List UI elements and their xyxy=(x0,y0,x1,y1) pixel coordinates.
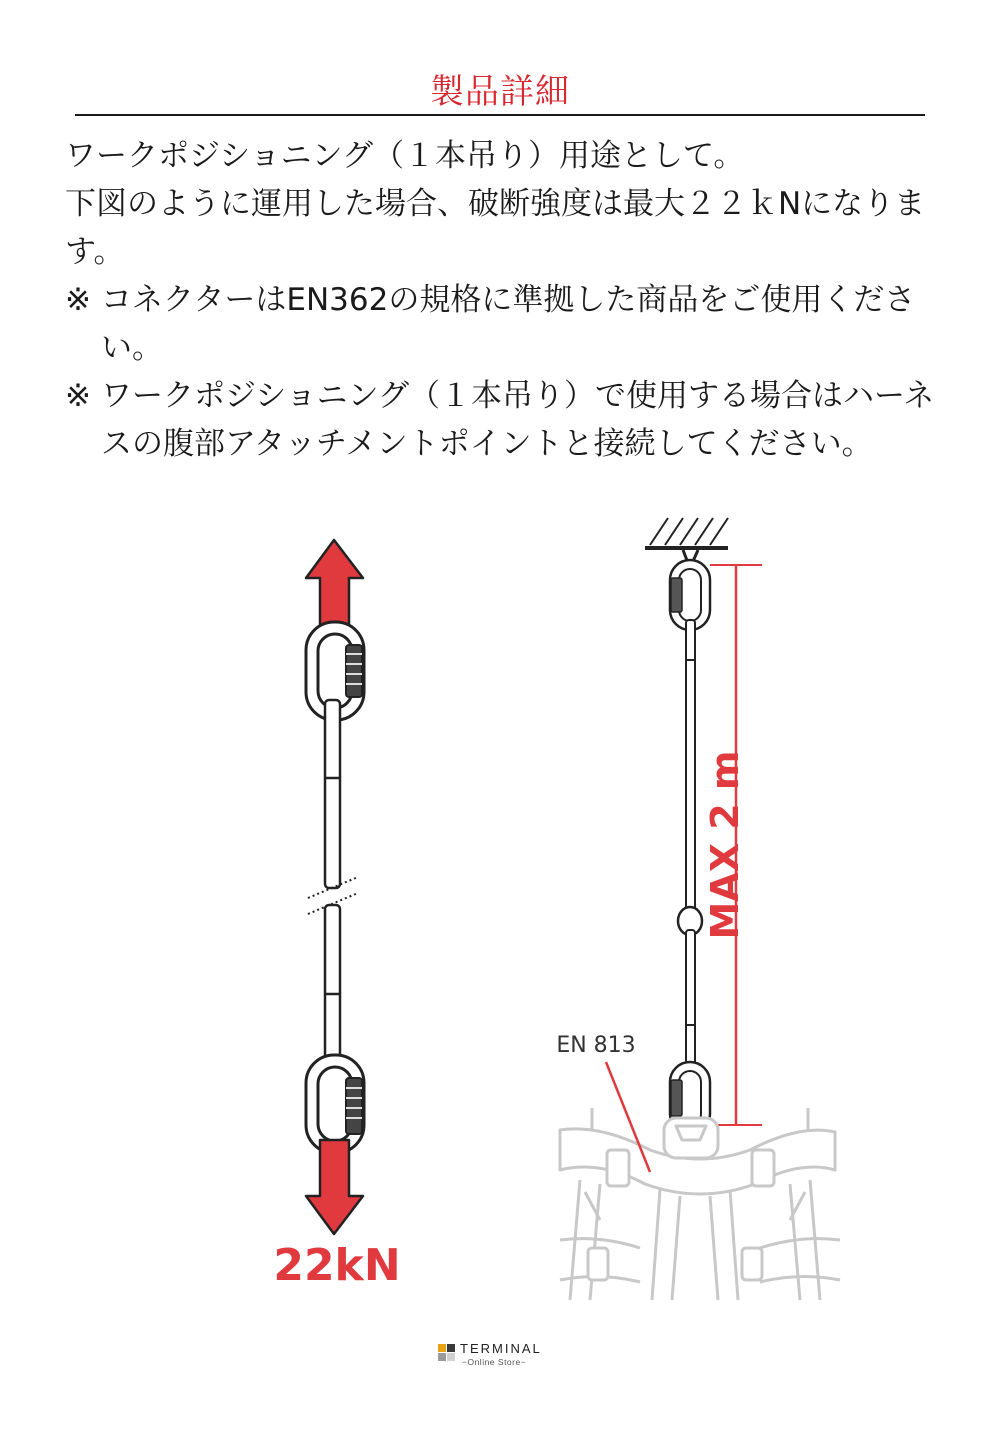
note-mark: ※ xyxy=(65,282,91,318)
store-logo xyxy=(438,1341,562,1371)
bottom-carabiner-icon xyxy=(306,1055,364,1153)
note-mark: ※ xyxy=(65,378,91,414)
usage-paragraph: ワークポジショニング（１本吊り）用途として。 xyxy=(65,138,745,174)
note-text: コネクターはEN362の規格に準拠した商品をご使用ください。 xyxy=(101,282,916,366)
logo-subtitle: −Online Store− xyxy=(462,1357,527,1367)
strength-paragraph: 下図のように運用した場合、破断強度は最大２２ｋNになります。 xyxy=(65,186,926,270)
logo-name: TERMINAL xyxy=(460,1341,542,1356)
harness-icon xyxy=(560,1108,840,1300)
lanyard-lower xyxy=(325,905,340,1075)
strength-test-figure xyxy=(273,540,400,1291)
note-text: ワークポジショニング（１本吊り）で使用する場合はハーネスの腹部アタッチメントポイントと接続してください。 xyxy=(101,378,935,462)
lanyard-upper xyxy=(325,700,340,888)
standard-label: EN 813 xyxy=(556,1033,636,1058)
length-label: MAX 2 m xyxy=(703,750,747,940)
lanyard-segment xyxy=(686,620,695,912)
lanyard-segment xyxy=(686,930,695,1070)
positioning-figure xyxy=(556,518,840,1300)
page-title: 製品詳細 xyxy=(430,72,570,112)
down-arrow-icon xyxy=(306,1140,363,1234)
strength-label: 22kN xyxy=(273,1240,401,1291)
